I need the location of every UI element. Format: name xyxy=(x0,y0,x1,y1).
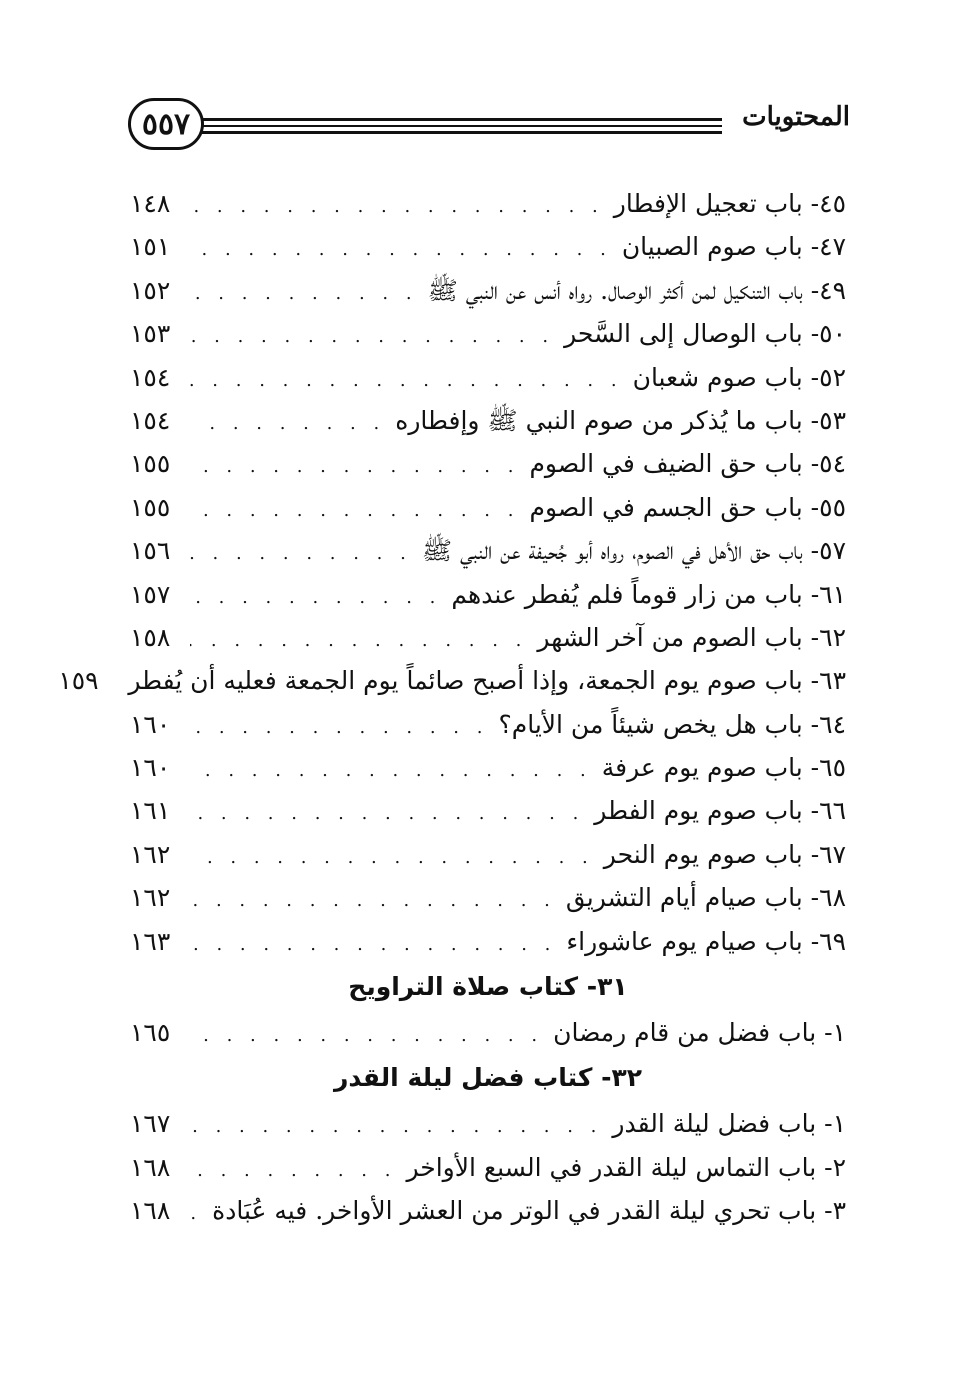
toc-entry-page: ١٦٠ xyxy=(130,753,171,783)
toc-entry xyxy=(58,659,846,702)
toc-entry-page: ١٥٦ xyxy=(130,536,171,566)
toc-entry-title: ٥٢- باب صوم شعبان xyxy=(632,362,846,392)
dot-leader xyxy=(190,1014,543,1057)
toc-entry-title: ١- باب فضل ليلة القدر xyxy=(612,1109,846,1139)
toc-entry-page: ١٦٢ xyxy=(130,839,171,869)
page-number-badge: ٥٥٧ xyxy=(128,98,204,150)
toc-entry-title: ٢- باب التماس ليلة القدر في السبع الأواخر xyxy=(406,1152,846,1182)
toc-entry-page: ١٥٥ xyxy=(130,492,171,522)
section-heading: ٣٢- كتاب فضل ليلة القدر xyxy=(333,1063,643,1093)
toc-entry-title: ٥٥- باب حق الجسم في الصوم xyxy=(529,492,846,522)
toc-entry-title: ٥٠- باب الوصال إلى السَّحر xyxy=(564,319,846,349)
toc-entry xyxy=(130,1011,846,1054)
toc-entry xyxy=(130,442,846,485)
toc-entry-title: ٦٩- باب صيام يوم عاشوراء xyxy=(566,926,846,956)
dot-leader xyxy=(190,879,556,922)
toc-entry-page: ١٤٨ xyxy=(130,189,171,218)
header-rule xyxy=(202,118,722,134)
dot-leader xyxy=(190,792,584,835)
dot-leader xyxy=(190,445,519,488)
dot-leader xyxy=(190,1105,602,1148)
toc-entry-page: ١٥٩ xyxy=(58,666,99,696)
toc-entry xyxy=(130,399,846,442)
toc-entry-title: ٤٧- باب صوم الصبيان xyxy=(621,232,846,262)
toc-entry xyxy=(130,269,846,312)
toc-entry xyxy=(130,312,846,355)
dot-leader xyxy=(190,576,441,619)
toc-entry-title: ٦٤- باب هل يخص شيئاً من الأيام؟ xyxy=(498,709,846,739)
toc-entry-page: ١٥٥ xyxy=(130,449,171,479)
toc-entry-title: ٥٣- باب ما يُذكر من صوم النبي ﷺ وإفطاره xyxy=(395,405,846,435)
toc-entry-title: ٣- باب تحري ليلة القدر في الوتر من العشر الأواخر. فيه عُبَادة xyxy=(212,1196,846,1226)
dot-leader xyxy=(190,836,594,879)
running-title: المحتويات xyxy=(742,102,850,132)
toc-entry xyxy=(130,876,846,919)
toc-entry xyxy=(130,1146,846,1189)
toc-entry xyxy=(130,1102,846,1145)
dot-leader xyxy=(190,1192,202,1235)
toc-entry-title: ٦٢- باب الصوم من آخر الشهر xyxy=(537,622,846,652)
table-of-contents xyxy=(58,182,846,1233)
toc-entry-title: ٦٨- باب صيام أيام التشريق xyxy=(565,883,846,913)
toc-entry-page: ١٦٨ xyxy=(130,1152,171,1182)
toc-entry-title: ٦٦- باب صوم يوم الفطر xyxy=(594,796,846,826)
dot-leader xyxy=(190,923,556,966)
toc-entry xyxy=(130,616,846,659)
toc-entry xyxy=(130,486,846,529)
dot-leader xyxy=(190,749,592,792)
toc-entry xyxy=(130,356,846,399)
toc-entry-title: ٤٩- باب التنكيل لمن أكثر الوصال. رواه أنس عن النبي ﷺ xyxy=(427,275,846,305)
toc-entry-title: ١- باب فضل من قام رمضان xyxy=(553,1018,846,1048)
dot-leader xyxy=(190,272,418,315)
toc-entry-page: ١٦٠ xyxy=(130,709,171,739)
toc-entry-title: ٦٥- باب صوم يوم عرفة xyxy=(601,753,846,783)
toc-entry xyxy=(130,746,846,789)
toc-entry-page: ١٦١ xyxy=(130,796,171,826)
toc-entry-page: ١٦٨ xyxy=(130,1196,171,1226)
toc-entry-title: ٦٣- باب صوم يوم الجمعة، وإذا أصبح صائماً يوم الجمعة فعليه أن يُفطر xyxy=(128,666,846,696)
dot-leader xyxy=(190,402,385,445)
toc-entry-page: ١٥٤ xyxy=(130,405,171,435)
toc-entry xyxy=(130,225,846,268)
toc-entry-title: ٦١- باب من زار قوماً فلم يُفطر عندهم xyxy=(451,579,846,609)
toc-entry-page: ١٦٣ xyxy=(130,926,171,956)
dot-leader xyxy=(190,532,412,575)
toc-entry xyxy=(130,182,846,225)
toc-entry-page: ١٥٨ xyxy=(130,622,171,652)
toc-entry xyxy=(130,529,846,572)
dot-leader xyxy=(190,1149,396,1192)
toc-entry xyxy=(130,920,846,963)
toc-entry-title: ٥٤- باب حق الضيف في الصوم xyxy=(529,449,846,479)
toc-entry xyxy=(130,703,846,746)
toc-entry-page: ١٥٤ xyxy=(130,362,171,392)
dot-leader xyxy=(190,706,488,749)
toc-entry-title: ٤٥- باب تعجيل الإفطار xyxy=(613,189,846,218)
toc-entry-page: ١٥٧ xyxy=(130,579,171,609)
toc-entry-page: ١٥٣ xyxy=(130,319,171,349)
dot-leader xyxy=(190,619,527,662)
toc-entry-page: ١٦٢ xyxy=(130,883,171,913)
toc-entry-page: ١٦٥ xyxy=(130,1018,171,1048)
dot-leader xyxy=(190,185,604,228)
page-header xyxy=(128,98,850,160)
toc-entry-page: ١٦٧ xyxy=(130,1109,171,1139)
toc-entry xyxy=(130,833,846,876)
toc-entry-title: ٥٧- باب حق الأهل في الصوم، رواه أبو جُحيفة عن النبي ﷺ xyxy=(421,536,846,566)
toc-entry xyxy=(130,789,846,832)
dot-leader xyxy=(190,359,623,402)
toc-entry xyxy=(130,573,846,616)
section-heading: ٣١- كتاب صلاة التراويح xyxy=(348,972,628,1002)
dot-leader xyxy=(190,315,554,358)
toc-entry-page: ١٥٢ xyxy=(130,275,171,305)
toc-entry-page: ١٥١ xyxy=(130,232,171,262)
toc-entry xyxy=(130,1189,846,1232)
dot-leader xyxy=(190,489,519,532)
dot-leader xyxy=(190,228,612,271)
toc-entry-title: ٦٧- باب صوم يوم النحر xyxy=(603,839,846,869)
